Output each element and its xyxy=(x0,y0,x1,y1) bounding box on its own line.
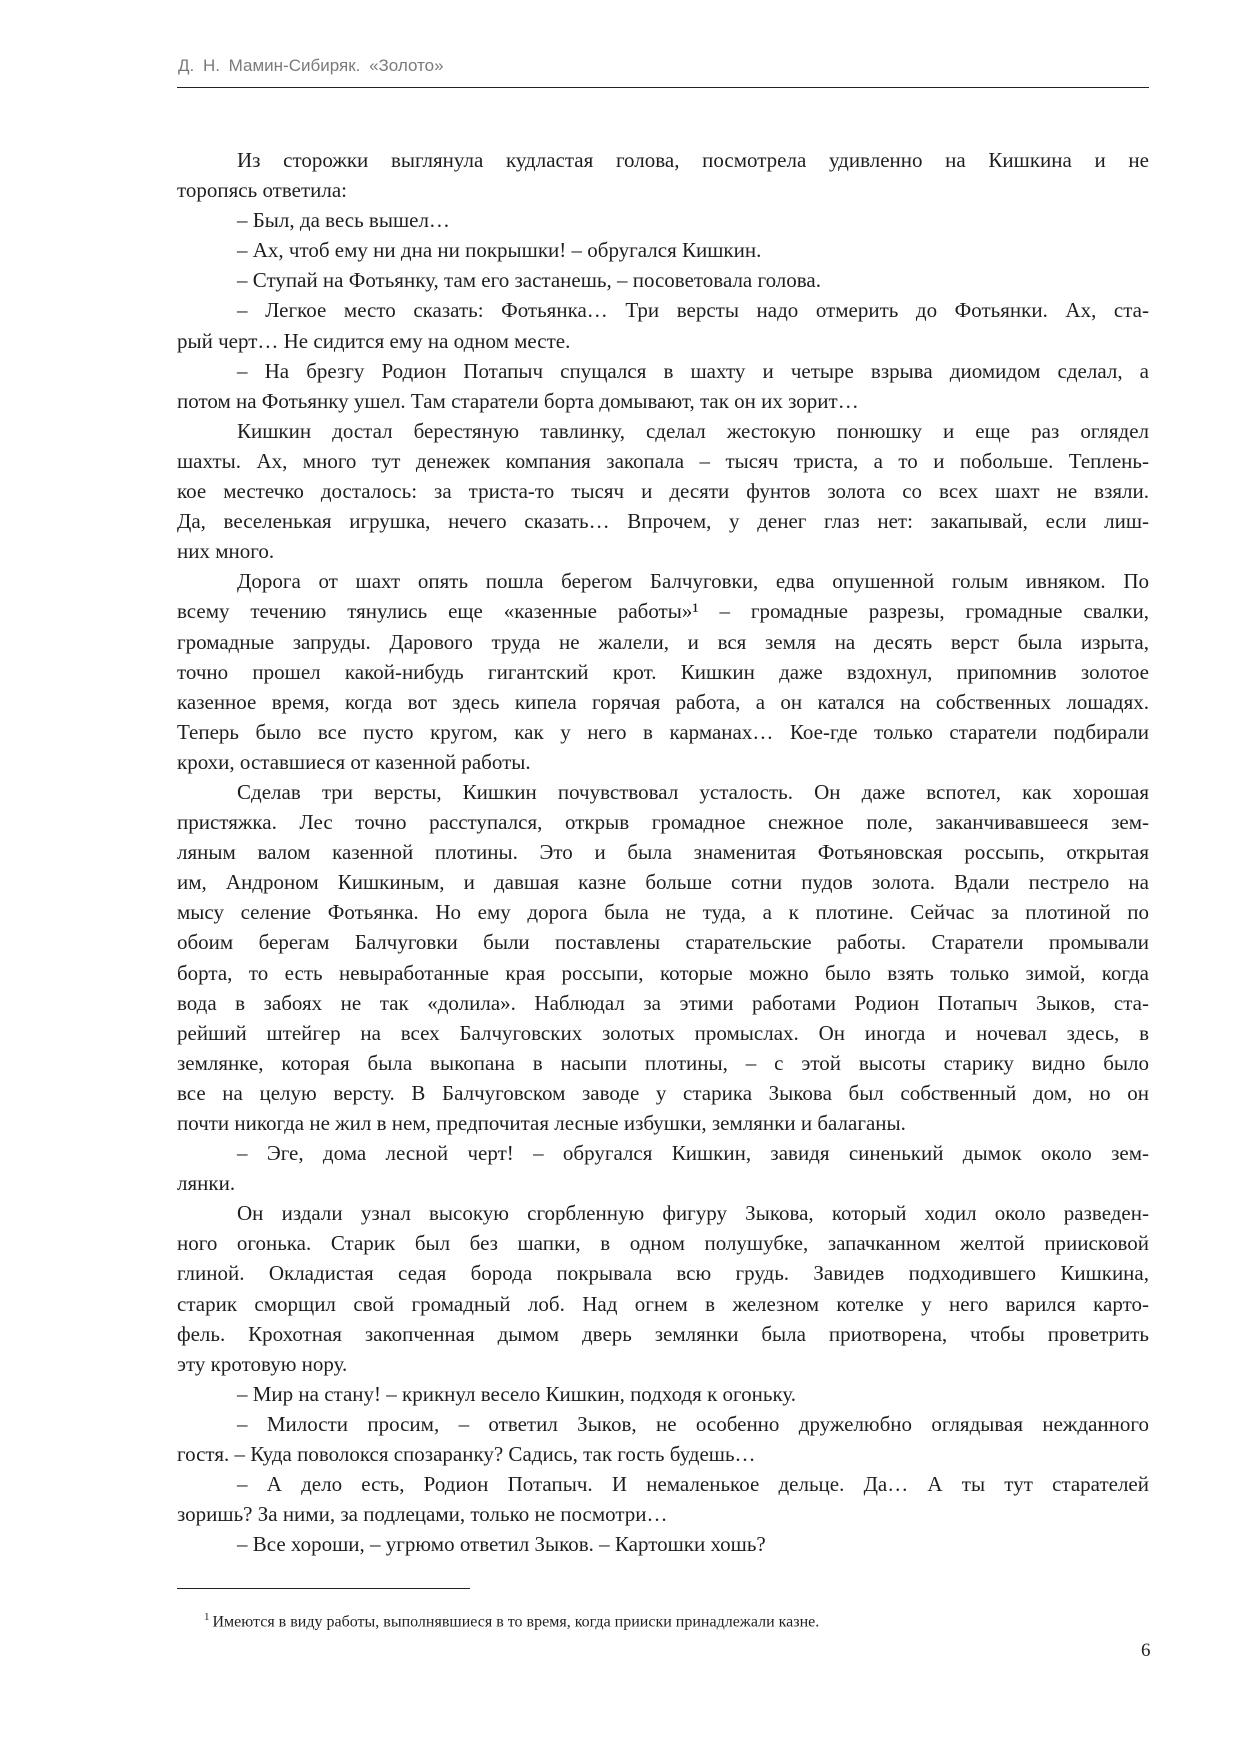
text-line: Из сторожки выглянула кудластая голова, посмотрела удивленно на Кишкина и не xyxy=(237,148,1149,172)
footnote xyxy=(204,1611,819,1631)
running-header: Д. Н. Мамин-Сибиряк. «Золото» xyxy=(178,56,444,75)
paragraph xyxy=(177,566,1149,777)
footnote-marker: 1 xyxy=(204,1611,210,1623)
text-line: борта, то есть невыработанные края россыпи, которые можно было взять только зимой, когда xyxy=(177,960,1149,985)
text-line: лянки. xyxy=(177,1171,236,1196)
text-line: им, Андроном Кишкиным, и давшая казне больше сотни пудов золота. Вдали пестрело на xyxy=(177,870,1149,895)
text-line: – Милости просим, – ответил Зыков, не особенно дружелюбно оглядывая нежданного xyxy=(237,1411,1149,1436)
text-line: крохи, оставшиеся от казенной работы. xyxy=(177,749,531,774)
text-line: Он издали узнал высокую сгорбленную фигуру Зыкова, который ходил около разведен- xyxy=(237,1201,1149,1226)
paragraph xyxy=(177,205,1149,235)
header-divider xyxy=(177,87,1149,88)
text-line: почти никогда не жил в нем, предпочитая лесные избушки, землянки и балаганы. xyxy=(177,1111,906,1135)
text-line: обоим берегам Балчуговки были поставлены старательские работы. Старатели промывали xyxy=(177,930,1149,955)
text-line: торопясь ответила: xyxy=(177,178,348,203)
text-line: – Ступай на Фотьянку, там его застанешь, – посоветовала голова. xyxy=(237,268,822,293)
text-line: зоришь? За ними, за подлецами, только не посмотри… xyxy=(177,1502,668,1527)
text-line: мысу селение Фотьянка. Но ему дорога была не туда, а к плотине. Сейчас за плотиной по xyxy=(177,900,1149,925)
text-line: старик сморщил свой громадный лоб. Над огнем в железном котелке у него варился карто- xyxy=(177,1291,1149,1316)
text-line: них много. xyxy=(177,539,275,564)
text-line: все на целую версту. В Балчуговском заводе у старика Зыкова был собственный дом, но он xyxy=(177,1080,1149,1105)
text-line: гостя. – Куда поволокся спозаранку? Садись, так гость будешь… xyxy=(177,1442,756,1467)
text-line: – А дело есть, Родион Потапыч. И немаленькое дельце. Да… А ты тут старателей xyxy=(237,1472,1149,1497)
text-line: фель. Крохотная закопченная дымом дверь землянки была приотворена, чтобы проветрить xyxy=(177,1321,1149,1346)
text-line: Сделав три версты, Кишкин почувствовал усталость. Он даже вспотел, как хорошая xyxy=(237,779,1149,804)
text-line: эту кротовую нору. xyxy=(177,1351,348,1376)
paragraph xyxy=(177,1529,1149,1559)
paragraph xyxy=(177,145,1149,205)
text-line: шахты. Ах, много тут денежек компания закопала – тысяч триста, а то и побольше. Теплень- xyxy=(177,448,1149,473)
paragraph xyxy=(177,1469,1149,1529)
text-line: Да, веселенькая игрушка, нечего сказать… Впрочем, у денег глаз нет: закапывай, если лиш- xyxy=(177,509,1149,534)
paragraph xyxy=(177,777,1149,1138)
text-line: Теперь было все пусто кругом, как у него в карманах… Кое-где только старатели подбирали xyxy=(177,719,1149,744)
paragraph xyxy=(177,1409,1149,1469)
text-line: ляным валом казенной плотины. Это и была знаменитая Фотьяновская россыпь, открытая xyxy=(177,840,1149,865)
paragraph xyxy=(177,1198,1149,1379)
body-text xyxy=(177,145,1149,1559)
footnote-text: Имеются в виду работы, выполнявшиеся в то время, когда прииски принадлежали казне. xyxy=(212,1613,820,1631)
text-line: казенное время, когда вот здесь кипела горячая работа, а он катался на собственных лошадях. xyxy=(177,689,1149,714)
paragraph xyxy=(177,1138,1149,1198)
text-line: – На брезгу Родион Потапыч спущался в шахту и четыре взрыва диомидом сделал, а xyxy=(237,358,1149,383)
text-line: – Легкое место сказать: Фотьянка… Три версты надо отмерить до Фотьянки. Ах, ста- xyxy=(237,298,1149,323)
text-line: Дорога от шахт опять пошла берегом Балчуговки, едва опушенной голым ивняком. По xyxy=(237,569,1149,594)
text-line: глиной. Окладистая седая борода покрывала всю грудь. Завидев подходившего Кишкина, xyxy=(177,1261,1149,1286)
text-line: – Мир на стану! – крикнул весело Кишкин, подходя к огоньку. xyxy=(237,1381,796,1406)
text-line: рый черт… Не сидится ему на одном месте. xyxy=(177,328,571,353)
text-line: кое местечко досталось: за триста-то тысяч и десяти фунтов золота со всех шахт не взяли. xyxy=(177,479,1149,504)
paragraph xyxy=(177,235,1149,265)
paragraph xyxy=(177,1379,1149,1409)
text-line: потом на Фотьянку ушел. Там старатели борта домывают, так он их зорит… xyxy=(177,388,859,413)
page-number: 6 xyxy=(1141,1640,1151,1661)
text-line: – Все хороши, – угрюмо ответил Зыков. – Картошки хошь? xyxy=(237,1532,766,1557)
paragraph xyxy=(177,416,1149,566)
text-line: громадные запруды. Дарового труда не жалели, и вся земля на десять верст была изрыта, xyxy=(177,629,1149,654)
text-line: – Был, да весь вышел… xyxy=(237,208,450,233)
paragraph xyxy=(177,295,1149,355)
text-line: пристяжка. Лес точно расступался, открыв громадное снежное поле, заканчивавшееся зем- xyxy=(177,810,1149,835)
text-line: всему течению тянулись еще «казенные работы»¹ – громадные разрезы, громадные свалки, xyxy=(177,599,1149,624)
text-line: ного огонька. Старик был без шапки, в одном полушубке, запачканном желтой приисковой xyxy=(177,1231,1149,1256)
paragraph xyxy=(177,265,1149,295)
text-line: вода в забоях не так «долила». Наблюдал за этими работами Родион Потапыч Зыков, ста- xyxy=(177,990,1149,1015)
footnote-divider xyxy=(177,1588,470,1589)
text-line: землянке, которая была выкопана в насыпи плотины, – с этой высоты старику видно было xyxy=(177,1050,1149,1075)
paragraph xyxy=(177,356,1149,416)
text-line: – Ах, чтоб ему ни дна ни покрышки! – обругался Кишкин. xyxy=(237,238,762,263)
text-line: – Эге, дома лесной черт! – обругался Кишкин, завидя синенький дымок около зем- xyxy=(237,1141,1149,1166)
text-line: Кишкин достал берестяную тавлинку, сделал жестокую понюшку и еще раз оглядел xyxy=(237,418,1149,443)
text-line: точно прошел какой-нибудь гигантский крот. Кишкин даже вздохнул, припомнив золотое xyxy=(177,659,1149,684)
text-line: рейший штейгер на всех Балчуговских золотых промыслах. Он иногда и ночевал здесь, в xyxy=(177,1020,1149,1045)
